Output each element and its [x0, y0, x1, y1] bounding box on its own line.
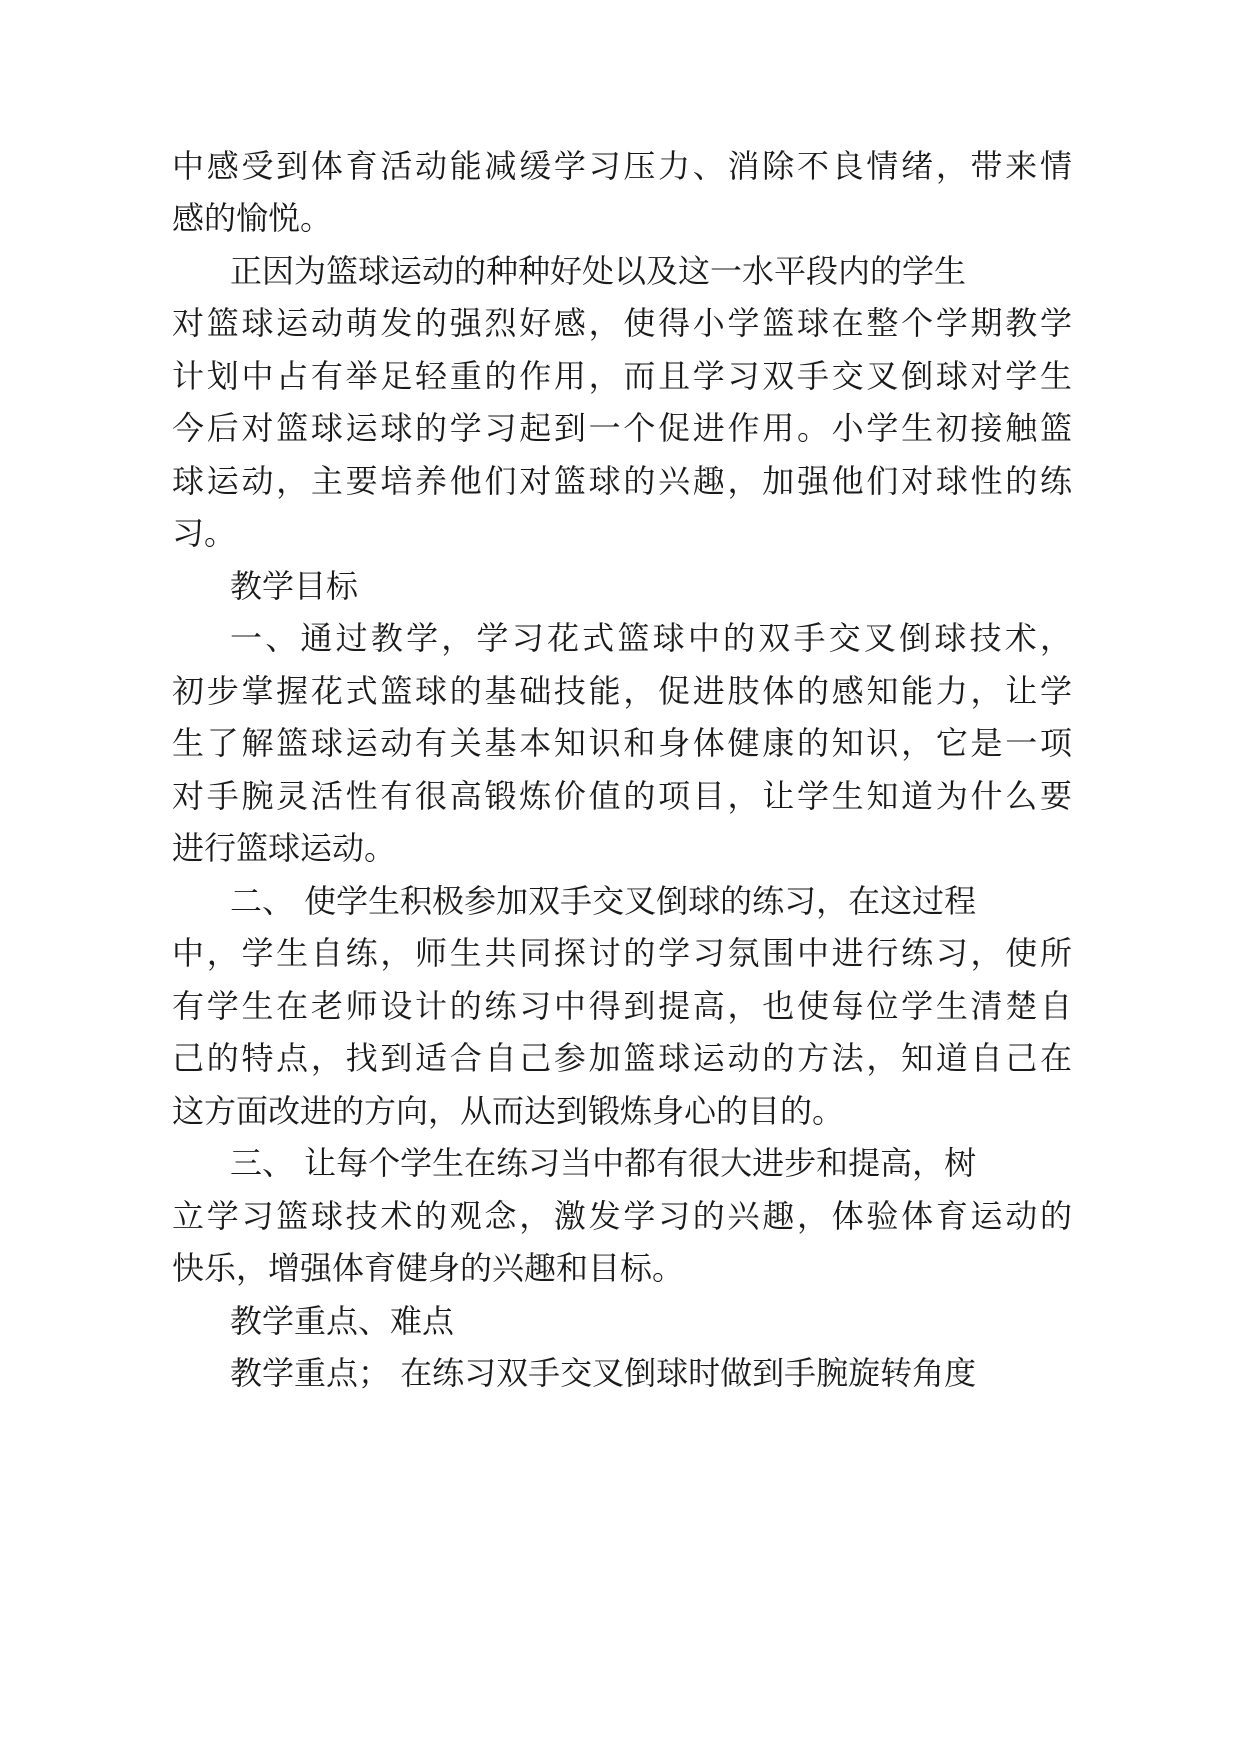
paragraph-first-line	[0, 242, 1241, 300]
text-line	[0, 399, 1241, 457]
line-text: 生了解篮球运动有关基本知识和身体健康的知识，它是一项	[172, 724, 1075, 762]
line-text: 二、 使学生积极参加双手交叉倒球的练习，在这过程	[230, 882, 977, 920]
line-text: 对手腕灵活性有很高锻炼价值的项目，让学生知道为什么要	[172, 777, 1075, 815]
heading-text: 教学目标	[230, 567, 359, 605]
text-line	[0, 977, 1241, 1035]
text-line	[0, 189, 1241, 247]
paragraph-first-line	[0, 872, 1241, 930]
line-text: 球运动，主要培养他们对篮球的兴趣，加强他们对球性的练	[172, 462, 1075, 500]
line-text: 这方面改进的方向，从而达到锻炼身心的目的。	[172, 1092, 845, 1130]
text-line	[0, 294, 1241, 352]
line-text: 教学重点； 在练习双手交叉倒球时做到手腕旋转角度	[230, 1354, 977, 1392]
section-heading	[0, 557, 1241, 615]
paragraph-first-line	[0, 609, 1241, 667]
line-text: 计划中占有举足轻重的作用，而且学习双手交叉倒球对学生	[172, 357, 1075, 395]
line-text: 快乐，增强体育健身的兴趣和目标。	[172, 1249, 685, 1287]
text-line	[0, 1187, 1241, 1245]
line-text: 习。	[172, 514, 237, 552]
line-text: 感的愉悦。	[172, 199, 333, 237]
text-line	[0, 347, 1241, 405]
heading-text: 教学重点、难点	[230, 1302, 455, 1340]
section-heading	[0, 1292, 1241, 1350]
paragraph-first-line	[0, 1134, 1241, 1192]
line-text: 立学习篮球技术的观念，激发学习的兴趣，体验体育运动的	[172, 1197, 1075, 1235]
line-text: 三、 让每个学生在练习当中都有很大进步和提高，树	[230, 1144, 977, 1182]
line-text: 一、通过教学，学习花式篮球中的双手交叉倒球技术，	[230, 619, 1076, 657]
text-line	[0, 714, 1241, 772]
line-text: 初步掌握花式篮球的基础技能，促进肢体的感知能力，让学	[172, 672, 1075, 710]
line-text: 进行篮球运动。	[172, 829, 397, 867]
line-text: 中，学生自练，师生共同探讨的学习氛围中进行练习，使所	[172, 934, 1075, 972]
line-text: 正因为篮球运动的种种好处以及这一水平段内的学生	[230, 252, 967, 290]
paragraph-first-line	[0, 1344, 1241, 1402]
line-text: 对篮球运动萌发的强烈好感，使得小学篮球在整个学期教学	[172, 304, 1075, 342]
line-text: 今后对篮球运球的学习起到一个促进作用。小学生初接触篮	[172, 409, 1075, 447]
text-line	[0, 452, 1241, 510]
line-text: 己的特点，找到适合自己参加篮球运动的方法，知道自己在	[172, 1039, 1075, 1077]
line-text: 有学生在老师设计的练习中得到提高，也使每位学生清楚自	[172, 987, 1075, 1025]
text-line	[0, 1239, 1241, 1297]
text-line	[0, 819, 1241, 877]
text-line	[0, 1082, 1241, 1140]
text-line	[0, 1029, 1241, 1087]
line-text: 中感受到体育活动能减缓学习压力、消除不良情绪，带来情	[172, 147, 1075, 185]
text-line	[0, 504, 1241, 562]
text-line	[0, 924, 1241, 982]
text-line	[0, 662, 1241, 720]
text-line	[0, 137, 1241, 195]
text-line	[0, 767, 1241, 825]
